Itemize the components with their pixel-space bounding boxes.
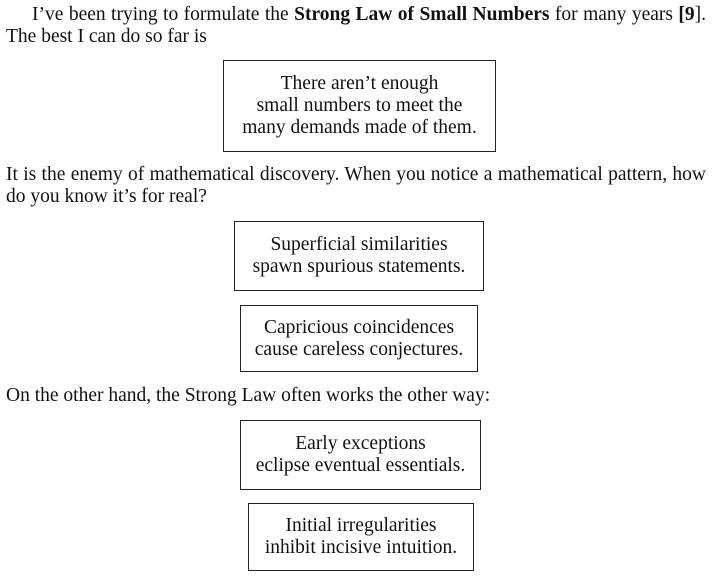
aphorism-box-early (240, 420, 481, 490)
box-line: There aren’t enough (280, 73, 439, 94)
intro-paragraph (6, 4, 706, 48)
box-line: spawn spurious statements. (252, 256, 466, 277)
intro-text-after: . The best I can do so far is (6, 4, 707, 47)
aphorism-box-initial (248, 503, 474, 571)
strong-law-term: Strong Law of Small Numbers (294, 4, 550, 25)
intro-text-middle: for many years (549, 4, 679, 25)
box-line: Initial irregularities (285, 515, 437, 536)
law-statement-box (223, 60, 496, 152)
aphorism-box-capricious (240, 305, 478, 372)
box-line: eclipse eventual essentials. (255, 455, 466, 476)
box-line: Capricious coincidences (263, 316, 455, 338)
box-line: many demands made of them. (242, 117, 477, 138)
box-line: small numbers to meet the (256, 95, 463, 116)
box-line: Superficial similarities (270, 234, 448, 255)
box-line: cause careless conjectures. (254, 338, 464, 360)
aphorism-box-superficial (234, 221, 484, 291)
box-line: Early exceptions (295, 433, 426, 454)
reference-open-bracket: [ (678, 4, 685, 25)
other-hand-paragraph: On the other hand, the Strong Law often works the other way: (6, 385, 491, 406)
enemy-paragraph: It is the enemy of mathematical discovery. When you notice a mathematical pattern, how do you know it’s for real? (6, 164, 706, 207)
intro-text-before: I’ve been trying to formulate the (32, 4, 295, 25)
box-line: inhibit incisive intuition. (264, 537, 458, 558)
reference-number: 9 (684, 4, 695, 25)
reference-citation (678, 4, 694, 25)
reference-close-bracket: ] (694, 4, 702, 25)
